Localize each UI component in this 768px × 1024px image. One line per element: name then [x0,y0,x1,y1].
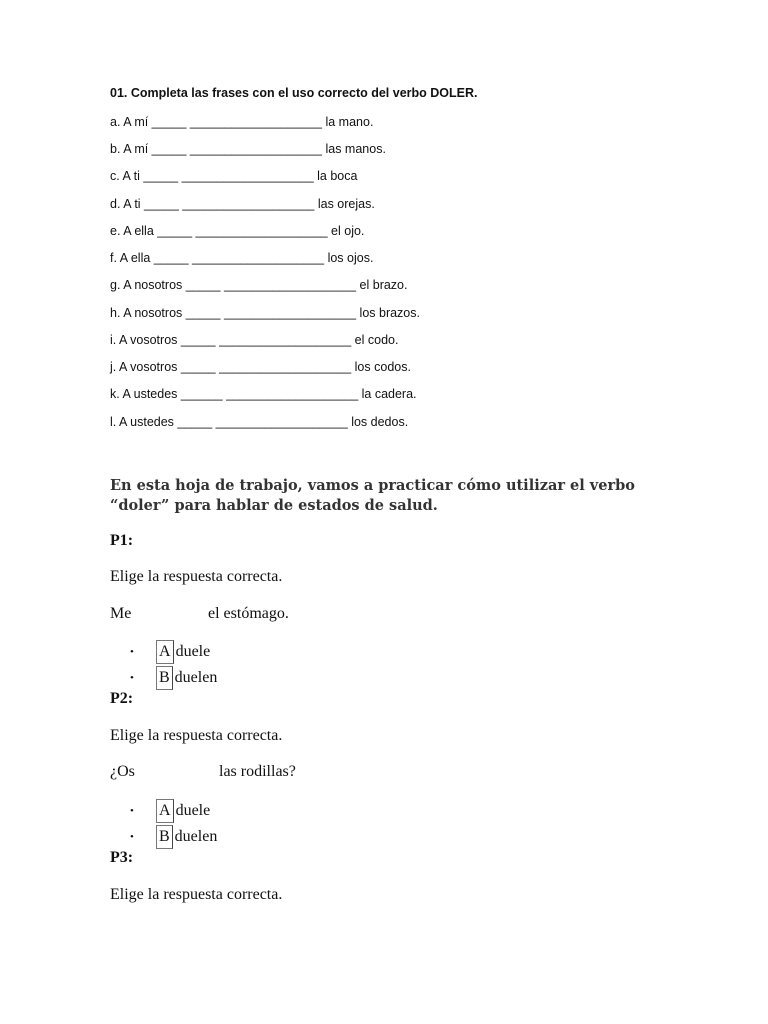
option-letter[interactable]: A [156,640,174,664]
sentence-start: Me [110,605,132,622]
answer-option-a[interactable] [130,640,210,664]
exercise-item: e. A ella _____ ___________________ el ojo. [110,224,365,238]
answer-option-a[interactable] [130,799,210,823]
exercise-item: b. A mí _____ ___________________ las manos. [110,142,386,156]
answer-option-b[interactable] [130,825,217,849]
sentence-end: las rodillas? [219,763,296,780]
option-text[interactable]: duelen [174,828,218,845]
exercise-item: l. A ustedes _____ ___________________ los dedos. [110,415,409,429]
exercise-item: g. A nosotros _____ ___________________ el brazo. [110,278,408,292]
answer-option-b[interactable] [130,666,217,690]
exercise-item: a. A mí _____ ___________________ la mano. [110,115,374,129]
question-prompt: Elige la respuesta correcta. [110,568,283,585]
exercise-item: h. A nosotros _____ ___________________ los brazos. [110,306,420,320]
exercise-item: c. A ti _____ ___________________ la boca [110,169,358,183]
sentence-end: el estómago. [208,605,289,622]
option-letter[interactable]: A [156,799,174,823]
option-text[interactable]: duele [175,643,211,660]
exercise-item: j. A vosotros _____ ___________________ los codos. [110,360,411,374]
question-prompt: Elige la respuesta correcta. [110,886,283,903]
bullet-icon: • [130,831,134,843]
question-prompt: Elige la respuesta correcta. [110,727,283,744]
question-title: P3: [110,849,134,866]
question-title: P2: [110,690,134,707]
exercise-item: k. A ustedes ______ ___________________ la cadera. [110,387,417,401]
bullet-icon: • [130,672,134,684]
option-letter[interactable]: B [156,825,173,849]
option-text[interactable]: duele [175,802,211,819]
bullet-icon: • [130,805,134,817]
option-text[interactable]: duelen [174,669,218,686]
exercise-item: f. A ella _____ ___________________ los ojos. [110,251,374,265]
question-title: P1: [110,532,134,549]
exercise-item: i. A vosotros _____ ___________________ el codo. [110,333,399,347]
exercise-item: d. A ti _____ ___________________ las orejas. [110,197,375,211]
bullet-icon: • [130,646,134,658]
sentence-start: ¿Os [110,763,135,780]
exercise-title: 01. Completa las frases con el uso correcto del verbo DOLER. [110,86,478,100]
option-letter[interactable]: B [156,666,173,690]
worksheet-intro: En esta hoja de trabajo, vamos a practicar cómo utilizar el verbo “doler” para hablar de estados de salud. [110,477,635,514]
